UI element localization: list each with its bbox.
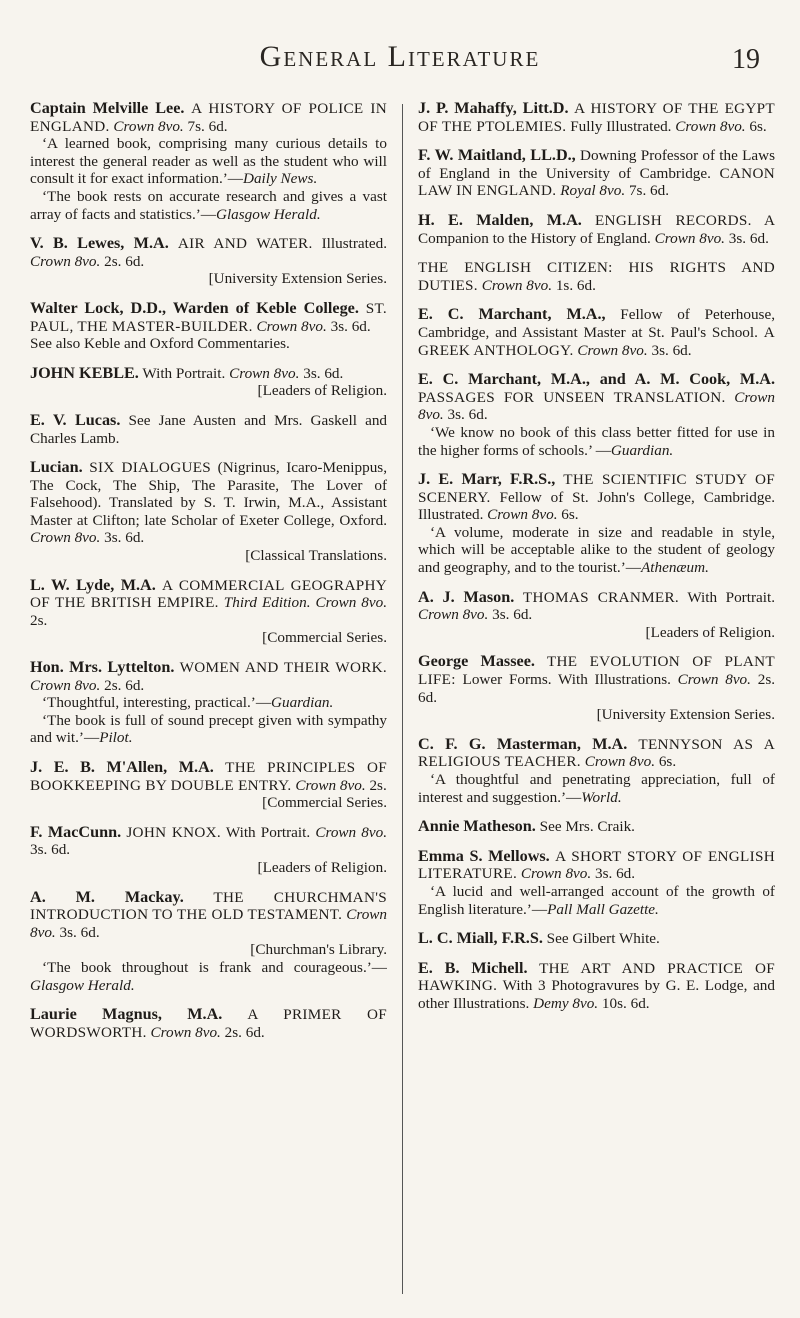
entry-author: C. F. G. Masterman, M.A. xyxy=(418,734,628,753)
entry-note2: Illustrated. xyxy=(418,506,484,524)
entry-author: A. M. Mackay. xyxy=(30,887,184,906)
entry-title: THOMAS CRANMER. xyxy=(522,588,680,606)
entry-author: Walter Lock, D.D., Warden of Keble College. xyxy=(30,298,359,317)
catalogue-entry xyxy=(418,653,775,723)
entry-author: Emma S. Mellows. xyxy=(418,846,550,865)
entry-price: 7s. 6d. xyxy=(187,117,228,135)
catalogue-entry xyxy=(30,659,387,747)
review-quote xyxy=(418,524,775,577)
entry-price: 1s. 6d. xyxy=(555,276,596,294)
entry-author: Hon. Mrs. Lyttelton. xyxy=(30,658,175,677)
catalogue-entry xyxy=(30,459,387,565)
entry-price: 3s. 6d. xyxy=(728,229,769,247)
quote-text: ‘A lucid and well-arranged account of the growth of English literature.’— xyxy=(418,882,775,918)
quote-text: ‘We know no book of this class better fitted for use in the higher forms of schools.’ — xyxy=(418,423,775,459)
entry-note: Fully Illustrated. xyxy=(570,117,672,135)
entry-price: 3s. 6d. xyxy=(330,317,371,335)
catalogue-entry xyxy=(30,235,387,288)
entry-format: Crown 8vo. xyxy=(487,506,558,524)
catalogue-entry xyxy=(418,818,775,836)
review-quote xyxy=(30,135,387,188)
entry-format: Crown 8vo. xyxy=(30,529,101,547)
entry-series: [University Extension Series. xyxy=(596,706,775,724)
entry-format: Crown 8vo. xyxy=(113,117,184,135)
review-quote xyxy=(30,712,387,747)
catalogue-entry xyxy=(30,577,387,647)
entry-format: Crown 8vo. xyxy=(229,364,300,382)
entry-title: JOHN KNOX. xyxy=(126,823,221,841)
entry-format: Crown 8vo. xyxy=(30,676,101,694)
entry-title: A HISTORY OF POLICE IN ENGLAND. xyxy=(30,100,387,135)
entry-note: See Jane Austen and Mrs. Gaskell and Charles Lamb. xyxy=(30,411,387,447)
catalogue-entry xyxy=(418,589,775,642)
entry-title: WOMEN AND THEIR WORK. xyxy=(179,659,387,677)
entry-series: [Classical Translations. xyxy=(245,547,387,565)
catalogue-entry xyxy=(418,100,775,135)
quote-text: ‘A learned book, comprising many curious details to interest the general reader as well as the student who will consult it for exact information.’— xyxy=(30,135,387,188)
entry-price: 10s. 6d. xyxy=(601,994,650,1012)
entry-price: 3s. 6d. xyxy=(651,341,692,359)
entry-title: A GREEK ANTHOLOGY. xyxy=(418,323,775,359)
left-column xyxy=(30,100,387,1300)
catalogue-entry xyxy=(418,306,775,359)
entry-price: 3s. 6d. xyxy=(492,606,533,624)
catalogue-entry xyxy=(418,736,775,806)
entry-price: 3s. 6d. xyxy=(447,406,488,424)
entry-title: THE ENGLISH CITIZEN: HIS RIGHTS AND DUTIES. xyxy=(418,259,775,294)
entry-note: Illustrated. xyxy=(321,235,387,253)
entry-series: [Leaders of Religion. xyxy=(257,382,387,400)
entry-title: SIX DIALOGUES xyxy=(89,459,212,477)
entry-note: Fellow of Peterhouse, Cambridge, and Assistant Master at St. Paul's School. xyxy=(418,306,775,341)
entry-note: Fellow of St. John's College, Cambridge. xyxy=(499,488,775,506)
entry-price: 2s. 6d. xyxy=(104,252,145,270)
entry-series: [Churchman's Library. xyxy=(250,941,387,959)
entry-note: With 3 Photogravures by G. E. Lodge, and other Illustrations. xyxy=(418,977,775,1012)
quote-source: Pilot. xyxy=(99,729,133,747)
quote-source: World. xyxy=(581,788,622,806)
catalogue-entry xyxy=(418,960,775,1013)
catalogue-entry xyxy=(30,100,387,223)
page-number: 19 xyxy=(732,44,760,75)
entry-price: 3s. 6d. xyxy=(303,364,344,382)
entry-format: Royal 8vo. xyxy=(560,182,626,200)
entry-title: THE SCIENTIFIC STUDY OF SCENERY. xyxy=(418,471,775,506)
entry-see-also: See also Keble and Oxford Commentaries. xyxy=(30,335,290,353)
quote-text: ‘The book throughout is frank and courageous.’— xyxy=(42,958,387,976)
entry-author: J. E. Marr, F.R.S., xyxy=(418,470,556,489)
catalogue-entry xyxy=(30,824,387,877)
entry-price: 2s. 6d. xyxy=(224,1023,265,1041)
entry-price: 2s. xyxy=(30,611,48,629)
quote-source: Glasgow Herald. xyxy=(30,976,135,994)
entry-title: A SHORT STORY OF ENGLISH LITERATURE. xyxy=(418,847,775,883)
entry-author: Lucian. xyxy=(30,458,83,477)
entry-author: F. W. Maitland, LL.D., xyxy=(418,146,576,165)
entry-series: [Leaders of Religion. xyxy=(645,623,775,641)
catalogue-entry xyxy=(30,759,387,812)
entry-author: J. P. Mahaffy, Litt.D. xyxy=(418,100,569,117)
entry-author: V. B. Lewes, M.A. xyxy=(30,234,169,253)
entry-title: A COMMERCIAL GEOGRAPHY OF THE BRITISH EMPIRE. xyxy=(30,576,387,612)
entry-author: H. E. Malden, M.A. xyxy=(418,210,582,229)
catalogue-entry xyxy=(30,365,387,400)
entry-format: Crown 8vo. xyxy=(481,276,553,294)
entry-title: AIR AND WATER. xyxy=(177,235,313,253)
quote-text: ‘A volume, moderate in size and readable in style, which will be acceptable alike to the student of geology and geography, and to the tourist.’— xyxy=(418,523,775,577)
entry-note: (Nigrinus, Icaro-Menippus, The Cock, The Ship, The Parasite, The Lover of Falsehood). Translated by S. T. Irwin, M.A., Assistant Master at Clifton; late Scholar of Exeter College, Oxford. xyxy=(30,459,387,529)
entry-price: 3s. 6d. xyxy=(30,841,71,859)
entry-author: E. C. Marchant, M.A., and A. M. Cook, M.A. xyxy=(418,370,775,389)
entry-edition: Third Edition. xyxy=(223,594,311,612)
catalogue-entry xyxy=(418,471,775,577)
entry-title: ST. PAUL, THE MASTER-BUILDER. xyxy=(30,299,387,335)
entry-format: Crown 8vo. xyxy=(315,594,387,612)
entry-format: Crown 8vo. xyxy=(584,753,656,771)
catalogue-entry xyxy=(30,300,387,353)
quote-source: Glasgow Herald. xyxy=(215,205,321,223)
catalogue-entry xyxy=(418,371,775,459)
entry-author: Laurie Magnus, M.A. xyxy=(30,1005,223,1024)
quote-text: ‘The book is full of sound precept given with sympathy and wit.’— xyxy=(30,711,387,747)
quote-source: Guardian. xyxy=(271,694,334,712)
entry-title: THE PRINCIPLES OF BOOKKEEPING BY DOUBLE ENTRY. xyxy=(30,759,387,794)
two-column-layout xyxy=(30,100,775,1300)
entry-note: Downing Professor of the Laws of England in the University of Cambridge. xyxy=(418,147,775,182)
review-quote xyxy=(418,771,775,806)
entry-price: 6s. xyxy=(658,753,677,771)
entry-author: L. C. Miall, F.R.S. xyxy=(418,929,543,948)
catalogue-entry xyxy=(418,930,775,948)
entry-title: THE ART AND PRACTICE OF HAWKING. xyxy=(418,959,775,995)
entry-note: Lower Forms. With Illustrations. xyxy=(462,671,671,689)
catalogue-entry xyxy=(418,848,775,918)
entry-format: Crown 8vo. xyxy=(418,388,775,424)
entry-format: Crown 8vo. xyxy=(256,317,327,335)
entry-format: Crown 8vo. xyxy=(30,906,387,941)
entry-title: PASSAGES FOR UNSEEN TRANSLATION. xyxy=(418,388,726,406)
entry-price: 2s. 6d. xyxy=(104,676,145,694)
entry-note: See Gilbert White. xyxy=(546,930,660,948)
catalogue-entry xyxy=(30,1006,387,1041)
entry-format: Crown 8vo. xyxy=(315,823,387,841)
entry-format: Crown 8vo. xyxy=(150,1023,221,1041)
entry-format: Crown 8vo. xyxy=(30,252,101,270)
entry-title: CANON LAW IN ENGLAND. xyxy=(418,164,775,200)
review-quote xyxy=(418,424,775,459)
catalogue-entry xyxy=(418,147,775,200)
right-column xyxy=(418,100,775,1300)
entry-series: [Commercial Series. xyxy=(262,629,387,647)
entry-note: A Companion to the History of England. xyxy=(418,211,775,247)
catalogue-entry xyxy=(30,412,387,447)
entry-author: Captain Melville Lee. xyxy=(30,100,185,117)
entry-format: Crown 8vo. xyxy=(295,776,366,794)
catalogue-entry xyxy=(418,212,775,247)
entry-price: 3s. 6d. xyxy=(594,865,636,883)
entry-author: E. B. Michell. xyxy=(418,958,528,977)
entry-format: Crown 8vo. xyxy=(677,671,751,689)
entry-format: Crown 8vo. xyxy=(675,117,746,135)
entry-note: See Mrs. Craik. xyxy=(539,818,635,836)
entry-series: [University Extension Series. xyxy=(208,270,387,288)
quote-text: ‘A thoughtful and penetrating appreciation, full of interest and suggestion.’— xyxy=(418,771,775,806)
entry-author: Annie Matheson. xyxy=(418,817,536,836)
running-head: General Literature xyxy=(259,40,541,73)
entry-format: Demy 8vo. xyxy=(533,994,599,1012)
entry-author: L. W. Lyde, M.A. xyxy=(30,575,156,594)
entry-author: J. E. B. M'Allen, M.A. xyxy=(30,758,214,776)
entry-note: With Portrait. xyxy=(142,364,226,382)
entry-title: ENGLISH RECORDS. xyxy=(594,211,752,229)
entry-price: 3s. 6d. xyxy=(59,923,100,941)
entry-author: JOHN KEBLE. xyxy=(30,363,139,382)
quote-source: Guardian. xyxy=(610,441,674,459)
entry-price: 2s. xyxy=(369,776,387,794)
entry-price: 7s. 6d. xyxy=(628,182,670,200)
review-quote xyxy=(30,188,387,223)
entry-title: A HISTORY OF THE EGYPT OF THE PTOLEMIES. xyxy=(418,100,775,135)
entry-author: George Massee. xyxy=(418,652,535,671)
entry-price: 6s. xyxy=(749,117,767,135)
entry-price: 2s. 6d. xyxy=(418,671,775,706)
review-quote xyxy=(30,694,387,712)
entry-title: A PRIMER OF WORDSWORTH. xyxy=(30,1006,387,1041)
entry-author: E. C. Marchant, M.A., xyxy=(418,305,606,324)
quote-text: ‘Thoughtful, interesting, practical.’— xyxy=(42,694,272,712)
entry-author: E. V. Lucas. xyxy=(30,410,121,429)
entry-format: Crown 8vo. xyxy=(654,229,725,247)
review-quote xyxy=(418,883,775,918)
entry-author: F. MacCunn. xyxy=(30,822,122,841)
entry-note: With Portrait. xyxy=(687,588,775,606)
entry-price: 3s. 6d. xyxy=(104,529,145,547)
entry-note: With Portrait. xyxy=(225,823,311,841)
catalogue-entry xyxy=(418,259,775,294)
quote-source: Athenæum. xyxy=(640,559,709,577)
entry-author: A. J. Mason. xyxy=(418,587,515,606)
quote-source: Daily News. xyxy=(243,170,318,188)
entry-format: Crown 8vo. xyxy=(577,341,648,359)
column-divider xyxy=(402,104,403,1294)
catalogue-entry xyxy=(30,889,387,995)
entry-format: Crown 8vo. xyxy=(520,865,592,883)
entry-series: [Commercial Series. xyxy=(262,794,387,812)
entry-format: Crown 8vo. xyxy=(418,606,489,624)
entry-series: [Leaders of Religion. xyxy=(257,858,387,876)
entry-title: TENNYSON AS A RELIGIOUS TEACHER. xyxy=(418,735,775,771)
quote-text: ‘The book rests on accurate research and gives a vast array of facts and statistics.’— xyxy=(30,187,387,223)
entry-title: THE EVOLUTION OF PLANT LIFE: xyxy=(418,653,775,689)
review-quote xyxy=(30,959,387,994)
quote-source: Pall Mall Gazette. xyxy=(547,900,659,918)
entry-title: THE CHURCHMAN'S INTRODUCTION TO THE OLD TESTAMENT. xyxy=(30,888,387,924)
entry-price: 6s. xyxy=(561,506,579,524)
